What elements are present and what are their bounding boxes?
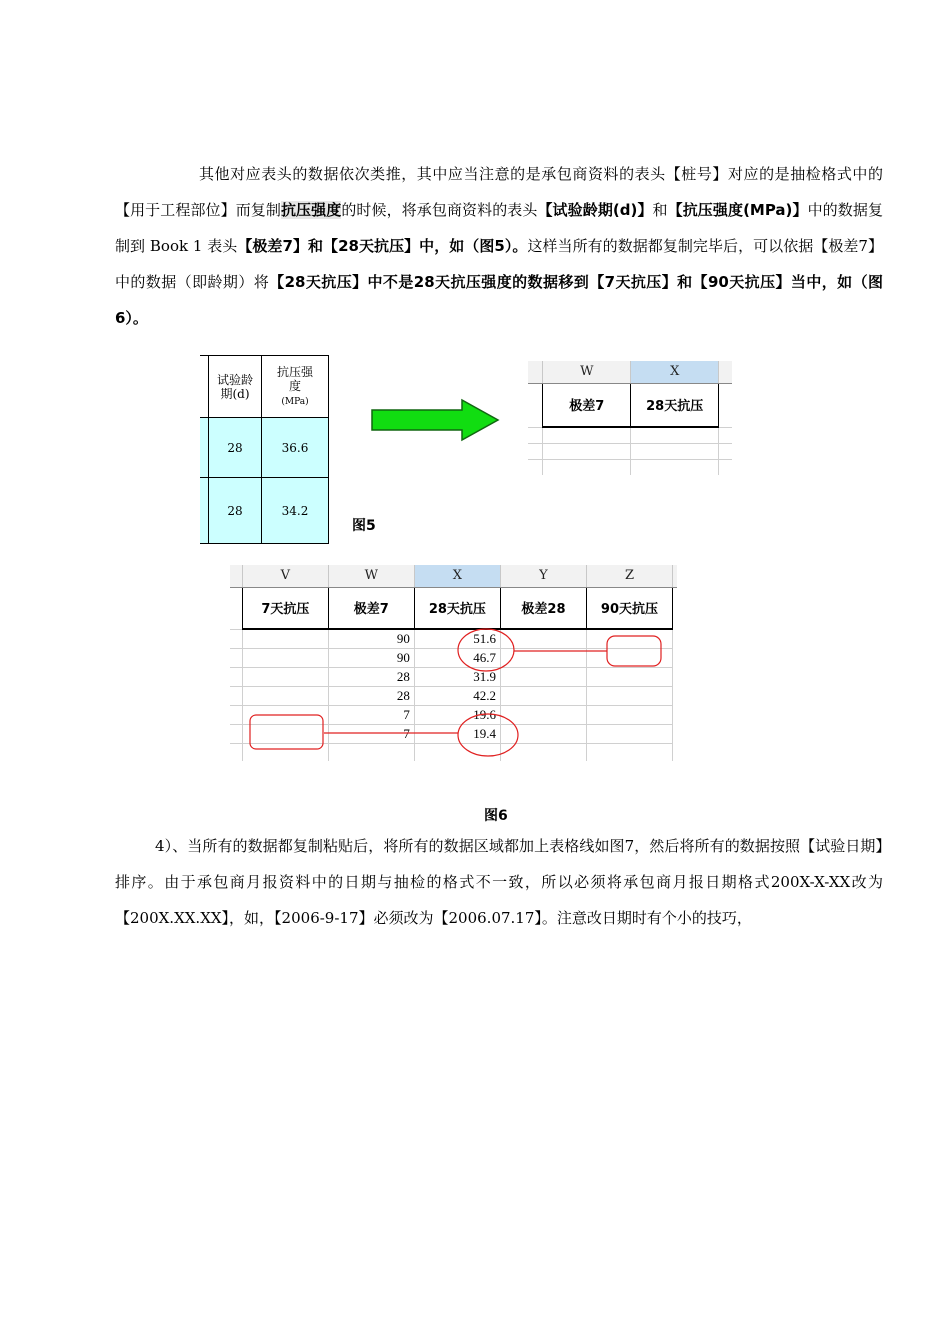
figure-6-caption: 图6 bbox=[484, 808, 508, 824]
title-7day: 7天抗压 bbox=[242, 587, 328, 629]
header-compressive-strength: 抗压强 度 (MPa) bbox=[262, 356, 329, 418]
table-row: 90 51.6 bbox=[230, 629, 677, 648]
paragraph-step4: 4）、当所有的数据都复制粘贴后，将所有的数据区域都加上表格线如图7，然后将所有的数据按照【试验日期】排序。由于承包商月报资料中的日期与抽检的格式不一致，所以必须将承包商月报日期格式200X-X-XX改为【200X.XX.XX】，如，【2006-9-17】必须改为【2006.07.17】。注意改日期时有个小的技巧， bbox=[115, 837, 883, 927]
title-28day: 28天抗压 bbox=[631, 383, 718, 427]
table-row: 28 42.2 bbox=[230, 686, 677, 705]
fig6-annotations bbox=[230, 565, 680, 775]
fig5-target-grid bbox=[528, 361, 732, 475]
table-row: 90 46.7 bbox=[230, 648, 677, 667]
column-header-v[interactable]: V bbox=[242, 565, 328, 587]
title-28day: 28天抗压 bbox=[414, 587, 500, 629]
highlight-strength: 抗压强度 bbox=[280, 201, 342, 219]
title-90day: 90天抗压 bbox=[586, 587, 672, 629]
circle-7day-values bbox=[458, 714, 518, 756]
figure-5-caption: 图5 bbox=[352, 518, 376, 534]
title-range7: 极差7 bbox=[328, 587, 414, 629]
column-header-x[interactable]: X bbox=[631, 361, 718, 383]
title-range28: 极差28 bbox=[500, 587, 586, 629]
fig5-source-table bbox=[200, 355, 336, 544]
column-header-w[interactable]: W bbox=[543, 361, 631, 383]
box-90day-target bbox=[607, 636, 661, 666]
box-7day-target bbox=[250, 715, 323, 749]
header-test-age: 试验龄 期(d) bbox=[209, 356, 262, 418]
arrow-right-icon bbox=[370, 398, 502, 442]
title-range7: 极差7 bbox=[543, 383, 631, 427]
column-header-z[interactable]: Z bbox=[586, 565, 672, 587]
column-header-y[interactable]: Y bbox=[500, 565, 586, 587]
column-header-x[interactable]: X bbox=[414, 565, 500, 587]
table-row: 28 34.2 bbox=[200, 478, 329, 544]
table-row: 7 19.6 bbox=[230, 705, 677, 724]
paragraph-intro: 其他对应表头的数据依次类推，其中应当注意的是承包商资料的表头【桩号】对应的是抽检格式中的【用于工程部位】而复制抗压强度的时候，将承包商资料的表头【试验龄期(d)】和【抗压强度(MPa)】中的数据复制到 Book 1 表头【极差7】和【28天抗压】中，如（图5）。这样当所有的数据都复制完毕后，可以依据【极差7】中的数据（即龄期）将【28天抗压】中不是28天抗压强度的数据移到【7天抗压】和【90天抗压】当中，如（图6）。 bbox=[115, 165, 883, 327]
circle-90day-values bbox=[458, 629, 514, 671]
table-row: 28 36.6 bbox=[200, 418, 329, 478]
column-header-w[interactable]: W bbox=[328, 565, 414, 587]
table-row: 7 19.4 bbox=[230, 724, 677, 743]
table-row: 28 31.9 bbox=[230, 667, 677, 686]
